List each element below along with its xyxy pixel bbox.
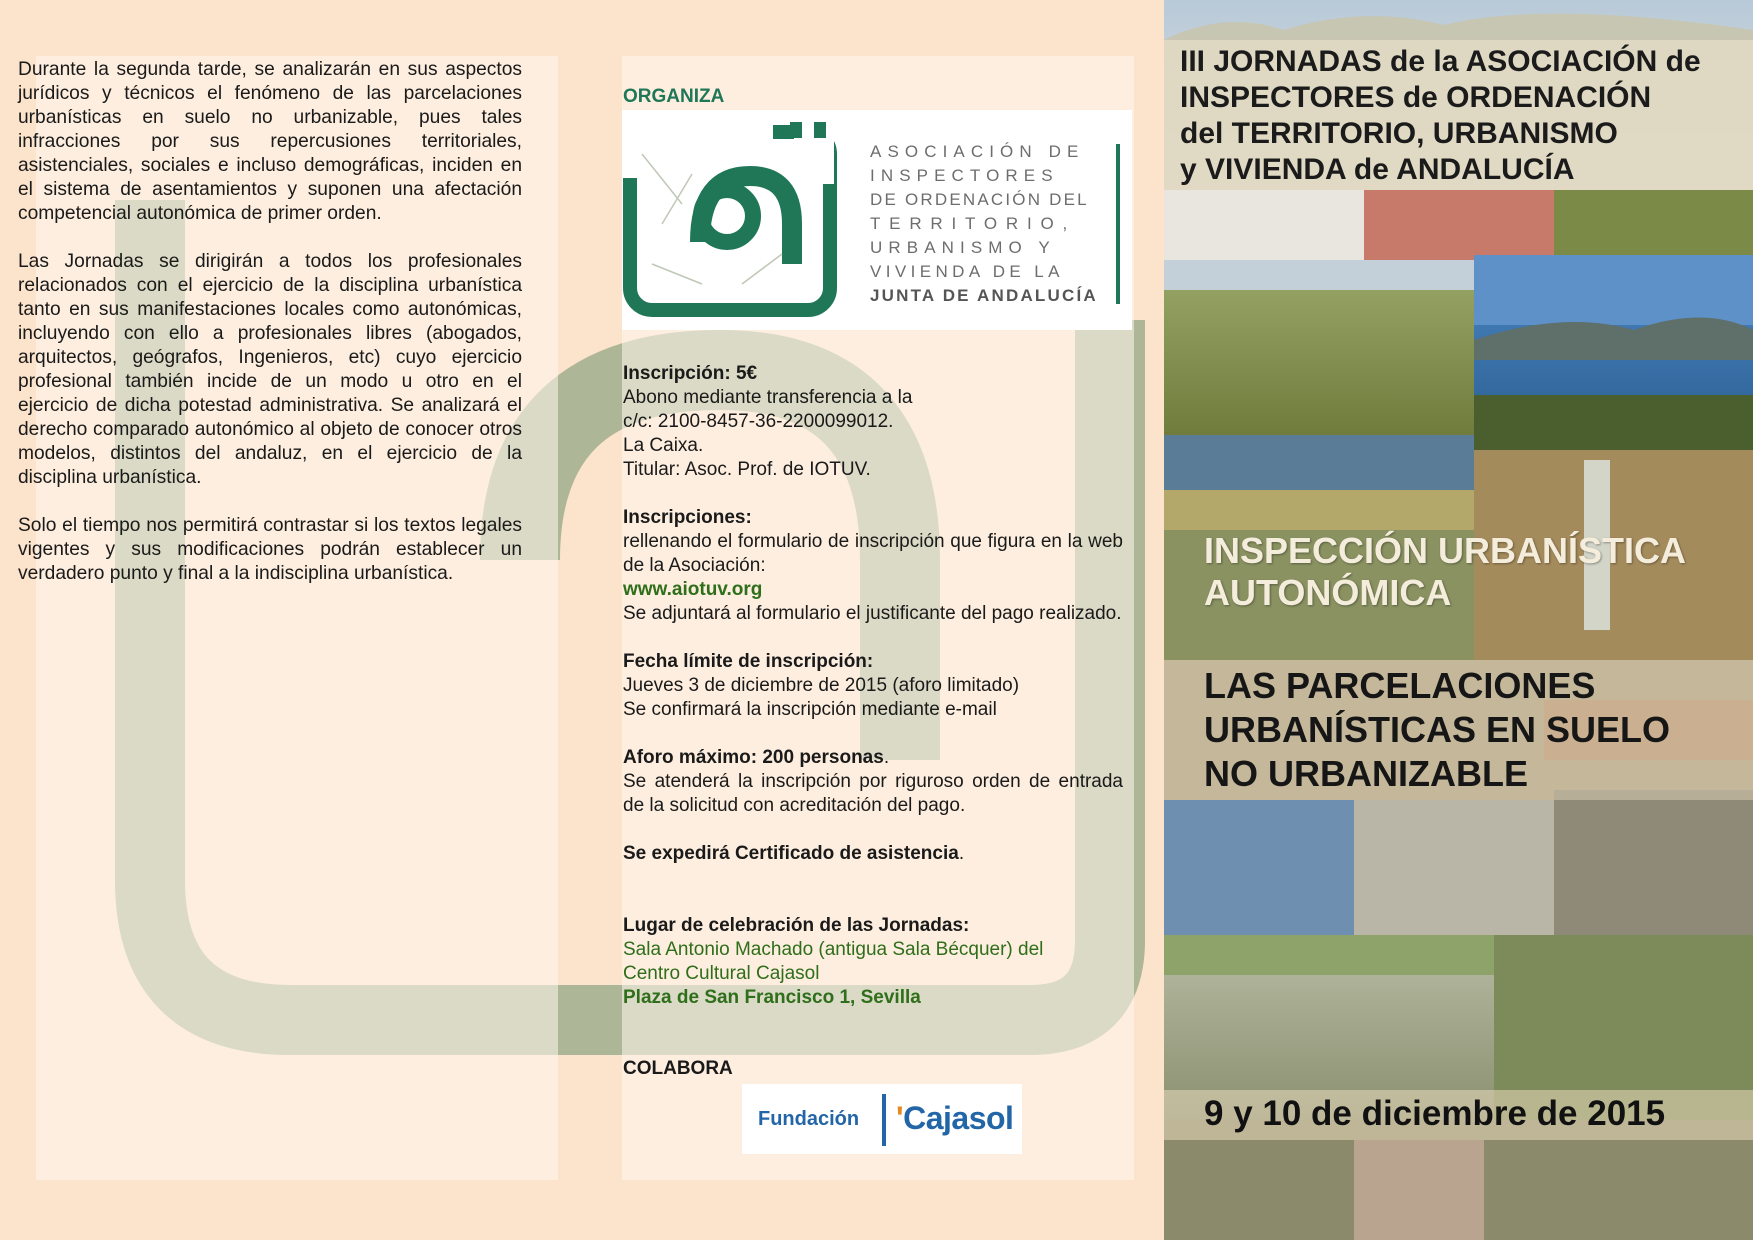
assoc-line-4: TERRITORIO,: [870, 214, 1077, 233]
fecha-limite-line: Se confirmará la inscripción mediante e-mail: [623, 699, 997, 720]
photo-forest: [1554, 190, 1753, 260]
assoc-line-2: INSPECTORES: [870, 166, 1059, 185]
paragraph-1: Durante la segunda tarde, se analizarán en sus aspectos jurídicos y técnicos el fenómeno de las parcelaciones urbanísticas en suelo no urbanizable, pues tales infracciones por sus repercusiones territoriales, asistenciales, sociales e incluso demográficas, inciden en el sistema de asentamientos y suponen una afectación competencial autonómica de primer orden.: [18, 59, 522, 224]
photo-flooded-parcels: [1554, 790, 1753, 935]
fecha-limite-heading: Fecha límite de inscripción:: [623, 651, 874, 672]
inscripcion-line: Titular: Asoc. Prof. de IOTUV.: [623, 459, 871, 480]
photo-flamingos: [1364, 190, 1554, 260]
cover-title: [1180, 44, 1750, 188]
association-logo: [622, 110, 1132, 330]
cover-main-title: [1204, 664, 1744, 796]
cover-title-line: y VIVIENDA de ANDALUCÍA: [1180, 153, 1575, 186]
cover-main-title-line: URBANÍSTICAS EN SUELO: [1204, 709, 1671, 750]
cover-title-line: del TERRITORIO, URBANISMO: [1180, 117, 1618, 150]
certificado-block: [623, 842, 1123, 866]
photo-dunes: [1164, 190, 1364, 260]
inscripcion-line: Abono mediante transferencia a la: [623, 387, 913, 408]
sponsor-fundacion: Fundación: [758, 1108, 860, 1130]
aforo-text: Se atenderá la inscripción por riguroso orden de entrada de la solicitud con acreditación del pago.: [623, 771, 1123, 816]
inscripcion-heading: Inscripción: 5€: [623, 363, 758, 384]
association-name: [870, 140, 1114, 308]
colabora-label: COLABORA: [623, 1058, 733, 1079]
aforo-heading-suffix: .: [883, 747, 890, 768]
paragraph-3: Solo el tiempo nos permitirá contrastar si los textos legales vigentes y sus modificaciones podrán establecer un verdadero punto y final a la indisciplina urbanística.: [18, 515, 522, 584]
middle-panel-text: [623, 362, 1123, 1034]
photo-building-site: [1354, 800, 1554, 935]
event-date: 9 y 10 de diciembre de 2015: [1204, 1094, 1666, 1133]
assoc-line-6: VIVIENDA DE LA: [870, 262, 1064, 281]
left-panel-text: [18, 58, 522, 610]
inscripciones-text: rellenando el formulario de inscripción que figura en la web de la Asociación:: [623, 531, 1123, 576]
cover-subtitle: [1204, 530, 1744, 614]
certificado-text: Se expedirá Certificado de asistencia: [623, 843, 959, 864]
cover-main-title-line: LAS PARCELACIONES: [1204, 665, 1596, 706]
inscripcion-line: La Caixa.: [623, 435, 704, 456]
association-logo-mark: [622, 114, 848, 322]
aforo-heading-line: [623, 746, 1123, 770]
fecha-limite-block: [623, 650, 1123, 722]
paragraph-2: Las Jornadas se dirigirán a todos los profesionales relacionados con el ejercicio de la disciplina urbanística tanto en sus manifestaciones locales como autonómicas, incluyendo con ello a profesionales libres (abogados, arquitectos, geógrafos, Ingenieros, etc) cuyo ejercicio profesional también incide de un modo u otro en el ejercicio de dicha potestad administrativa. Se analizará el derecho comparado autonómico al objeto de conocer otros modelos, distintos del andaluz, en el ejercicio de la disciplina urbanística.: [18, 251, 522, 488]
cover-subtitle-line: AUTONÓMICA: [1204, 572, 1452, 613]
assoc-line-1: ASOCIACIÓN DE: [870, 142, 1085, 161]
assoc-line-7: JUNTA DE ANDALUCÍA: [870, 286, 1098, 305]
cover-title-line: INSPECTORES de ORDENACIÓN: [1180, 81, 1652, 114]
logo-divider: [1116, 144, 1120, 304]
certificado-suffix: .: [958, 843, 965, 864]
sponsor-cajasol: [896, 1100, 1013, 1137]
organiza-label: ORGANIZA: [623, 86, 725, 107]
lugar-place: Sala Antonio Machado (antigua Sala Bécquer) del Centro Cultural Cajasol: [623, 939, 1044, 984]
cover-main-title-line: NO URBANIZABLE: [1204, 753, 1528, 794]
sponsor-accent: ': [896, 1100, 904, 1136]
sponsor-logo: [742, 1084, 1022, 1154]
inscripciones-block: [623, 506, 1123, 626]
assoc-line-3: DE ORDENACIÓN DEL: [870, 190, 1089, 209]
cover-title-line: III JORNADAS de la ASOCIACIÓN de: [1180, 45, 1701, 78]
website-link[interactable]: www.aiotuv.org: [623, 579, 763, 600]
lugar-heading: Lugar de celebración de las Jornadas:: [623, 915, 970, 936]
inscripciones-text-2: Se adjuntará al formulario el justificante del pago realizado.: [623, 603, 1122, 624]
sponsor-divider: [882, 1094, 886, 1146]
inscripcion-line: c/c: 2100-8457-36-2200099012.: [623, 411, 894, 432]
assoc-line-5: URBANISMO Y: [870, 238, 1056, 257]
sponsor-cajasol-text: Cajasol: [903, 1100, 1014, 1136]
lugar-address: Plaza de San Francisco 1, Sevilla: [623, 987, 921, 1008]
aforo-heading: Aforo máximo: 200 personas: [623, 747, 884, 768]
photo-aerial-coast: [1164, 800, 1354, 935]
fecha-limite-line: Jueves 3 de diciembre de 2015 (aforo limitado): [623, 675, 1020, 696]
inscripcion-block: [623, 362, 1123, 482]
cover-subtitle-line: INSPECCIÓN URBANÍSTICA: [1204, 530, 1687, 571]
inscripciones-heading: Inscripciones:: [623, 507, 752, 528]
lugar-block: [623, 914, 1123, 1010]
cover-panel: [1164, 0, 1753, 1240]
aforo-block: [623, 746, 1123, 818]
